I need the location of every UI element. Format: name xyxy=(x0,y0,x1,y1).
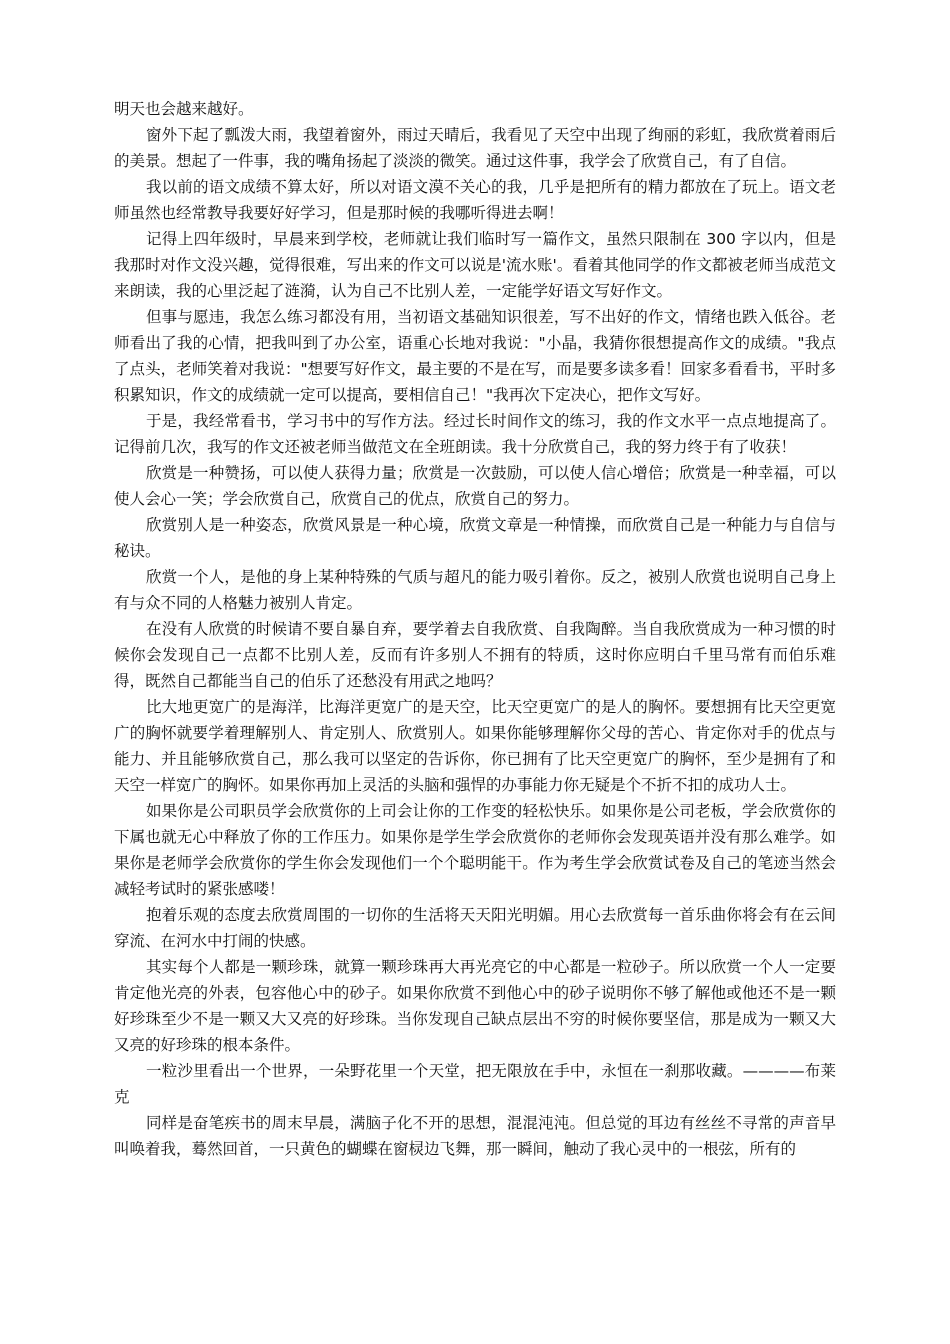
paragraph: 明天也会越来越好。 xyxy=(114,100,254,118)
paragraph: 我以前的语文成绩不算太好，所以对语文漠不关心的我，几乎是把所有的精力都放在了玩上。语文老师虽然也经常教导我要好好学习，但是那时候的我哪听得进去啊！ xyxy=(114,178,836,222)
quote-paragraph: 一粒沙里看出一个世界，一朵野花里一个天堂，把无限放在手中，永恒在一刹那收藏。————布莱克 xyxy=(114,1062,836,1106)
paragraph: 记得上四年级时，早晨来到学校，老师就让我们临时写一篇作文，虽然只限制在 300 字以内，但是我那时对作文没兴趣，觉得很难，写出来的作文可以说是'流水账'。看着其他同学的作文都被老师当成范文来朗读，我的心里泛起了涟漪，认为自己不比别人差，一定能学好语文写好作文。 xyxy=(114,230,836,300)
paragraph: 在没有人欣赏的时候请不要自暴自弃，要学着去自我欣赏、自我陶醉。当自我欣赏成为一种习惯的时候你会发现自己一点都不比别人差，反而有许多别人不拥有的特质，这时你应明白千里马常有而伯乐难得，既然自己都能当自己的伯乐了还愁没有用武之地吗？ xyxy=(114,620,836,690)
paragraph: 于是，我经常看书，学习书中的写作方法。经过长时间作文的练习，我的作文水平一点点地提高了。记得前几次，我写的作文还被老师当做范文在全班朗读。我十分欣赏自己，我的努力终于有了收获！ xyxy=(114,412,836,456)
document-body xyxy=(114,96,836,1162)
paragraph: 但事与愿违，我怎么练习都没有用，当初语文基础知识很差，写不出好的作文，情绪也跌入低谷。老师看出了我的心情，把我叫到了办公室，语重心长地对我说："小晶，我猜你很想提高作文的成绩。"我点了点头，老师笑着对我说："想要写好作文，最主要的不是在写，而是要多读多看！回家多看看书，平时多积累知识，作文的成绩就一定可以提高，要相信自己！"我再次下定决心，把作文写好。 xyxy=(114,308,836,404)
paragraph: 窗外下起了瓢泼大雨，我望着窗外，雨过天晴后，我看见了天空中出现了绚丽的彩虹，我欣赏着雨后的美景。想起了一件事，我的嘴角扬起了淡淡的微笑。通过这件事，我学会了欣赏自己，有了自信。 xyxy=(114,126,836,170)
paragraph: 比大地更宽广的是海洋，比海洋更宽广的是天空，比天空更宽广的是人的胸怀。要想拥有比天空更宽广的胸怀就要学着理解别人、肯定别人、欣赏别人。如果你能够理解你父母的苦心、肯定你对手的优点与能力、并且能够欣赏自己，那么我可以坚定的告诉你，你已拥有了比天空更宽广的胸怀，至少是拥有了和天空一样宽广的胸怀。如果你再加上灵活的头脑和强悍的办事能力你无疑是个不折不扣的成功人士。 xyxy=(114,698,836,794)
paragraph: 抱着乐观的态度去欣赏周围的一切你的生活将天天阳光明媚。用心去欣赏每一首乐曲你将会有在云间穿流、在河水中打闹的快感。 xyxy=(114,906,836,950)
paragraph: 同样是奋笔疾书的周末早晨，满脑子化不开的思想，混混沌沌。但总觉的耳边有丝丝不寻常的声音早叫唤着我，蓦然回首，一只黄色的蝴蝶在窗棂边飞舞，那一瞬间，触动了我心灵中的一根弦，所有的 xyxy=(114,1114,836,1158)
paragraph: 欣赏别人是一种姿态，欣赏风景是一种心境，欣赏文章是一种情操，而欣赏自己是一种能力与自信与秘诀。 xyxy=(114,516,836,560)
paragraph: 如果你是公司职员学会欣赏你的上司会让你的工作变的轻松快乐。如果你是公司老板，学会欣赏你的下属也就无心中释放了你的工作压力。如果你是学生学会欣赏你的老师你会发现英语并没有那么难学。如果你是老师学会欣赏你的学生你会发现他们一个个聪明能干。作为考生学会欣赏试卷及自己的笔迹当然会减轻考试时的紧张感喽！ xyxy=(114,802,836,898)
paragraph: 欣赏是一种赞扬，可以使人获得力量；欣赏是一次鼓励，可以使人信心增倍；欣赏是一种幸福，可以使人会心一笑；学会欣赏自己，欣赏自己的优点，欣赏自己的努力。 xyxy=(114,464,836,508)
paragraph: 欣赏一个人，是他的身上某种特殊的气质与超凡的能力吸引着你。反之，被别人欣赏也说明自己身上有与众不同的人格魅力被别人肯定。 xyxy=(114,568,836,612)
paragraph: 其实每个人都是一颗珍珠，就算一颗珍珠再大再光亮它的中心都是一粒砂子。所以欣赏一个人一定要肯定他光亮的外表，包容他心中的砂子。如果你欣赏不到他心中的砂子说明你不够了解他或他还不是一颗好珍珠至少不是一颗又大又亮的好珍珠。当你发现自己缺点层出不穷的时候你要坚信，那是成为一颗又大又亮的好珍珠的根本条件。 xyxy=(114,958,836,1054)
